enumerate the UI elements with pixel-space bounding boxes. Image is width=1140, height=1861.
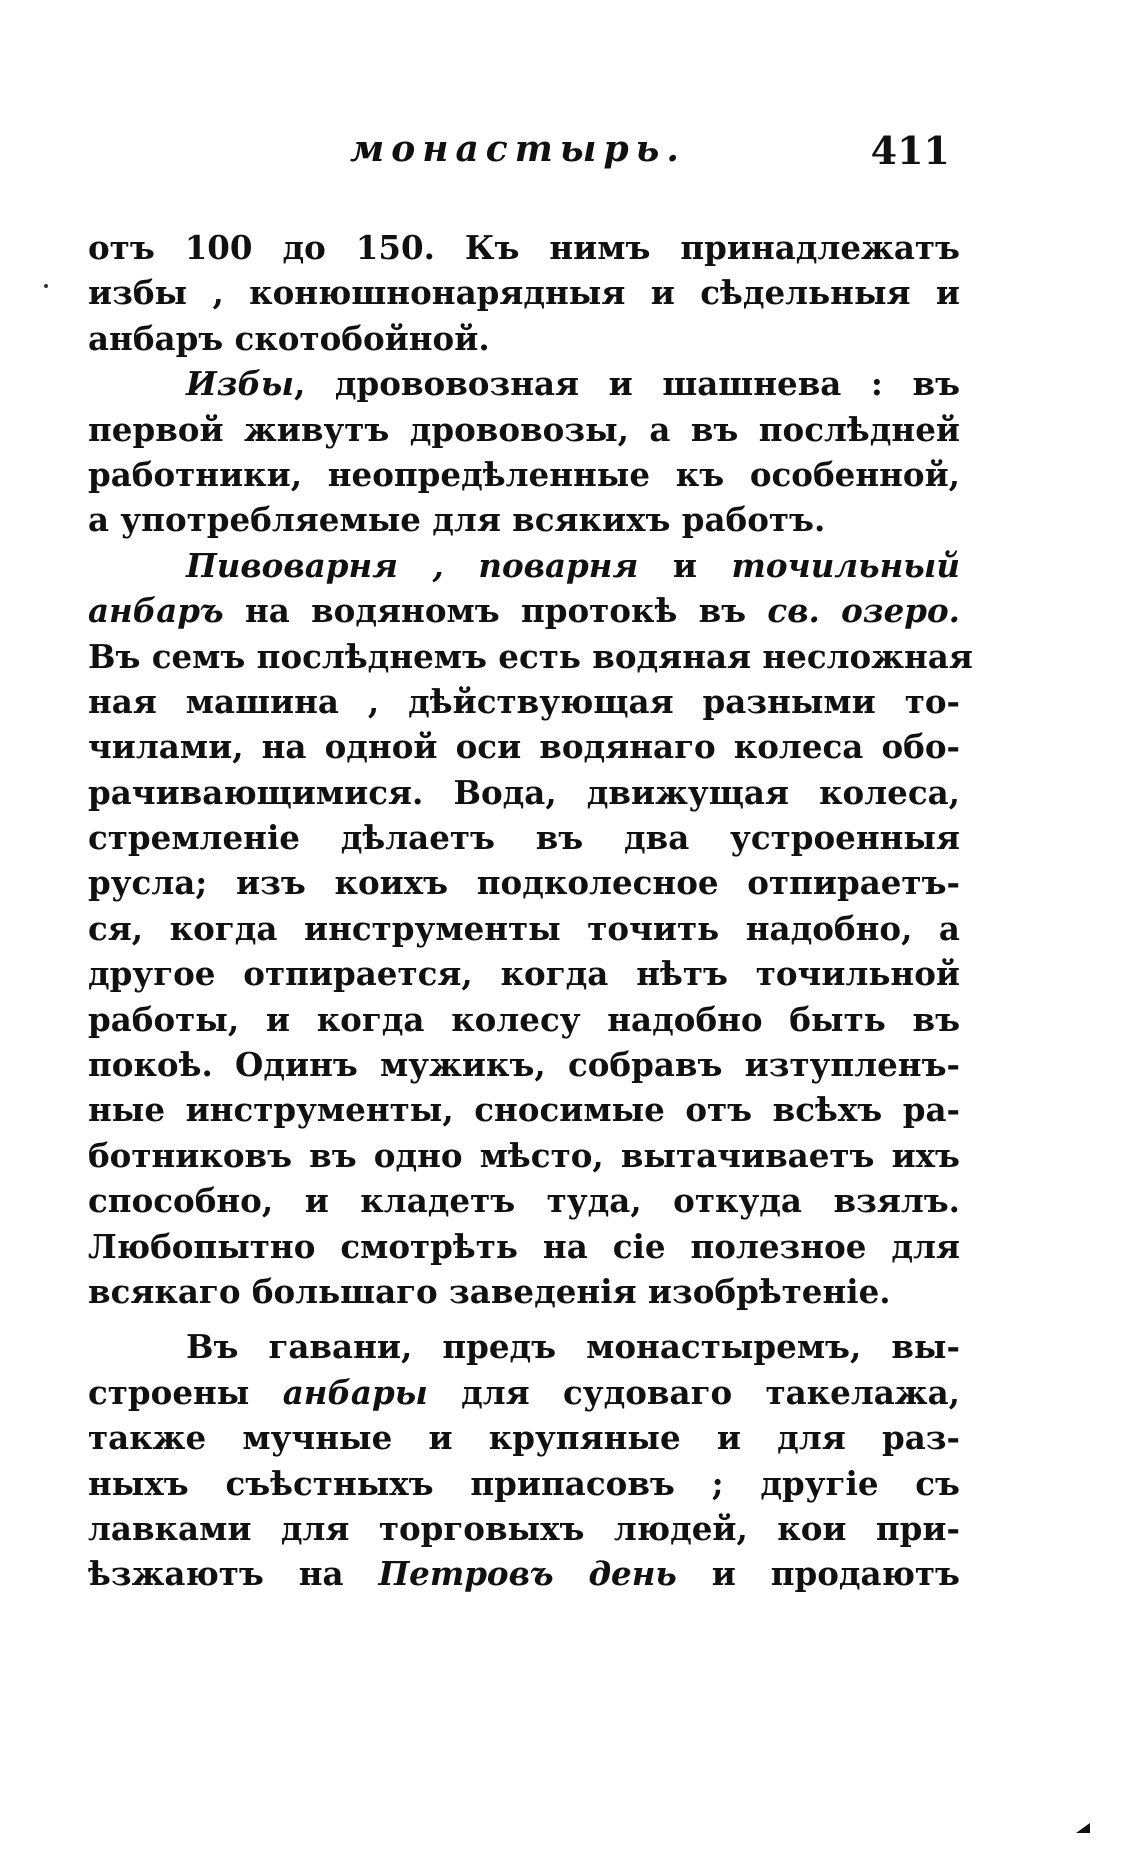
margin-speck [44,284,48,288]
text-line: ныхъ съѣстныхъ припасовъ ; другіе съ [88,1463,960,1503]
italic-term: св. озеро. [767,591,960,631]
text-line: покоѣ. Одинъ мужикъ, собравъ изтупленъ- [88,1045,960,1085]
text-line: Въ семъ послѣднемъ есть водяная несложная [88,636,973,676]
text-line [88,588,960,633]
text-line: способно, и кладетъ туда, откуда взялъ. [88,1181,960,1221]
text-run: , дрововозная и шашнева : въ [294,364,960,404]
text-line: Любопытно смотрѣть на сіе полезное для [88,1226,960,1266]
text-line: русла; изъ коихъ подколесное отпираетъ- [88,863,960,903]
text-line: рачивающимися. Вода, движущая колеса, [88,772,960,812]
scan-corner-mark [1076,1823,1090,1833]
text-run: ѣзжаютъ на [88,1554,379,1594]
text-run: и продаютъ [676,1554,960,1594]
text-line: ся, когда инструменты точить надобно, а [88,908,960,948]
italic-term: анбары [282,1372,428,1412]
body-text [88,225,973,1597]
running-head: монастырь. [350,128,686,170]
text-run: для судоваго такелажа, [427,1372,960,1412]
text-line: работы, и когда колесу надобно быть въ [88,999,960,1039]
page-number: 411 [870,128,950,173]
text-line: ные инструменты, сносимые отъ всѣхъ ра- [88,1090,960,1130]
text-line: отъ 100 до 150. Къ нимъ принадлежатъ [88,228,960,267]
italic-term: Пивоварня , поварня [186,545,639,585]
text-line [88,543,960,588]
italic-term: Избы [186,364,294,404]
text-line: стремленіе дѣлаетъ въ два устроенныя [88,818,960,858]
text-run: и [638,545,732,585]
text-line: первой живутъ дрововозы, а въ послѣдней [88,409,960,449]
italic-term: анбаръ [88,591,224,631]
text-line [88,1370,960,1415]
text-run: строены [88,1372,283,1412]
text-line: также мучные и крупяные и для раз- [88,1418,960,1458]
text-line: анбаръ скотобойной. [88,318,490,358]
text-line: всякаго большаго заведенія изобрѣтеніе. [88,1271,891,1311]
text-line: а употребляемые для всякихъ работъ. [88,500,826,540]
text-line: лавками для торговыхъ людей, кои при- [88,1508,960,1548]
text-run: на водяномъ протокѣ въ [223,591,768,631]
page-header [350,128,950,178]
text-line: Въ гавани, предъ монастыремъ, вы- [186,1327,960,1367]
text-line: чилами, на одной оси водянаго колеса обо- [88,727,960,767]
text-line [88,361,960,406]
italic-term: точильный [731,545,960,585]
text-line [88,1551,960,1596]
text-line: избы , конюшнонарядныя и сѣдельныя и [88,273,960,313]
text-line: работники, неопредѣленные къ особенной, [88,454,960,494]
text-line: ботниковъ въ одно мѣсто, вытачиваетъ ихъ [88,1135,960,1175]
text-line: ная машина , дѣйствующая разными то- [88,681,960,721]
text-line: другое отпирается, когда нѣтъ точильной [88,954,960,994]
italic-term: Петровъ день [378,1554,677,1594]
